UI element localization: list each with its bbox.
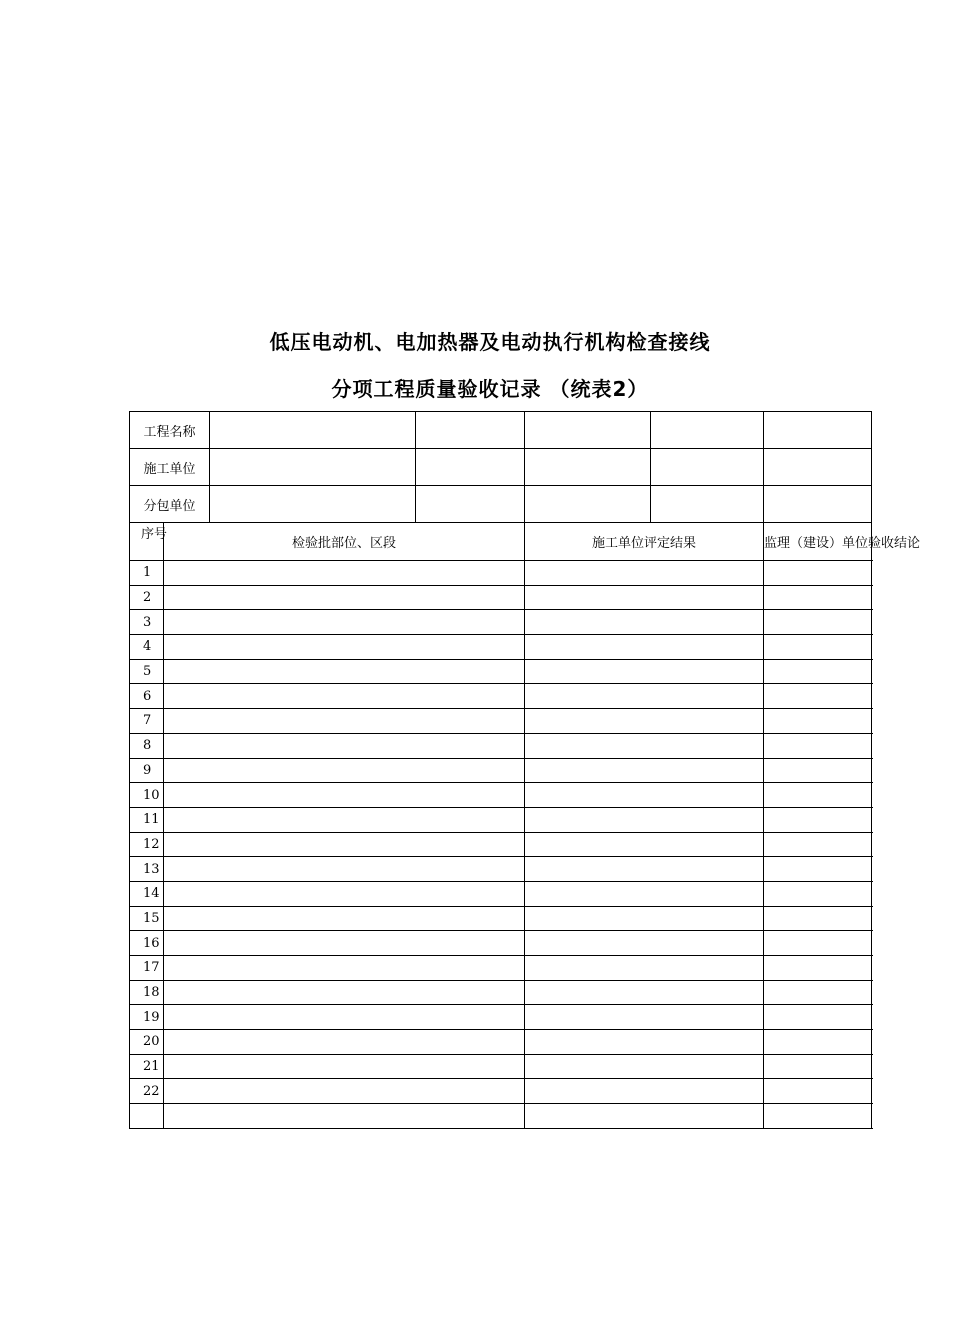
info-cell[interactable] bbox=[416, 449, 525, 486]
location-cell[interactable] bbox=[164, 635, 525, 660]
result-cell[interactable] bbox=[525, 561, 764, 586]
conclusion-cell[interactable] bbox=[764, 561, 872, 586]
table-row bbox=[130, 980, 872, 1005]
info-cell[interactable] bbox=[416, 486, 525, 523]
table-row bbox=[130, 956, 872, 981]
table-row bbox=[130, 832, 872, 857]
result-cell[interactable] bbox=[525, 684, 764, 709]
conclusion-cell[interactable] bbox=[764, 659, 872, 684]
conclusion-cell[interactable] bbox=[764, 610, 872, 635]
subcontractor-label: 分包单位 bbox=[130, 486, 210, 523]
table-row bbox=[130, 610, 872, 635]
info-row-project-name bbox=[130, 412, 872, 449]
info-cell[interactable] bbox=[651, 449, 764, 486]
row-number: 20 bbox=[130, 1030, 164, 1055]
conclusion-header: 监理（建设）单位验收结论 bbox=[764, 523, 872, 561]
location-cell[interactable] bbox=[164, 857, 525, 882]
row-number: 2 bbox=[130, 585, 164, 610]
info-cell[interactable] bbox=[525, 412, 651, 449]
table-row bbox=[130, 931, 872, 956]
conclusion-cell[interactable] bbox=[764, 906, 872, 931]
table-row bbox=[130, 709, 872, 734]
location-cell[interactable] bbox=[164, 1030, 525, 1055]
conclusion-cell[interactable] bbox=[764, 1079, 872, 1104]
table-row bbox=[130, 807, 872, 832]
location-cell[interactable] bbox=[164, 758, 525, 783]
result-cell[interactable] bbox=[525, 709, 764, 734]
result-cell[interactable] bbox=[525, 635, 764, 660]
location-cell[interactable] bbox=[164, 733, 525, 758]
conclusion-cell[interactable] bbox=[764, 635, 872, 660]
location-cell[interactable] bbox=[164, 1054, 525, 1079]
row-number: 15 bbox=[130, 906, 164, 931]
conclusion-cell[interactable] bbox=[764, 857, 872, 882]
result-cell[interactable] bbox=[525, 659, 764, 684]
table-row bbox=[130, 783, 872, 808]
info-row-construction-unit bbox=[130, 449, 872, 486]
result-cell[interactable] bbox=[525, 980, 764, 1005]
row-number: 18 bbox=[130, 980, 164, 1005]
table-row bbox=[130, 1005, 872, 1030]
row-number: 8 bbox=[130, 733, 164, 758]
conclusion-cell[interactable] bbox=[764, 1030, 872, 1055]
result-cell[interactable] bbox=[525, 906, 764, 931]
row-number: 5 bbox=[130, 659, 164, 684]
form-title-line-1: 低压电动机、电加热器及电动执行机构检查接线 bbox=[269, 330, 711, 354]
table-row bbox=[130, 585, 872, 610]
result-cell[interactable] bbox=[525, 783, 764, 808]
table-row bbox=[130, 758, 872, 783]
conclusion-cell[interactable] bbox=[764, 1104, 872, 1129]
table-row bbox=[130, 561, 872, 586]
row-number: 3 bbox=[130, 610, 164, 635]
table-row bbox=[130, 857, 872, 882]
seq-header: 序号 bbox=[130, 523, 164, 561]
form-title-line-2: 分项工程质量验收记录 （统表2） bbox=[331, 377, 649, 401]
info-cell[interactable] bbox=[651, 412, 764, 449]
conclusion-cell[interactable] bbox=[764, 733, 872, 758]
table-row bbox=[130, 881, 872, 906]
row-number: 14 bbox=[130, 881, 164, 906]
result-cell[interactable] bbox=[525, 881, 764, 906]
table-header-row bbox=[130, 523, 872, 561]
result-cell[interactable] bbox=[525, 931, 764, 956]
row-number: 6 bbox=[130, 684, 164, 709]
result-cell[interactable] bbox=[525, 956, 764, 981]
location-cell[interactable] bbox=[164, 906, 525, 931]
location-cell[interactable] bbox=[164, 709, 525, 734]
table-row bbox=[130, 659, 872, 684]
table-row bbox=[130, 1104, 872, 1129]
result-cell[interactable] bbox=[525, 832, 764, 857]
row-number: 10 bbox=[130, 783, 164, 808]
location-cell[interactable] bbox=[164, 684, 525, 709]
location-cell[interactable] bbox=[164, 585, 525, 610]
conclusion-cell[interactable] bbox=[764, 585, 872, 610]
location-cell[interactable] bbox=[164, 807, 525, 832]
row-number: 17 bbox=[130, 956, 164, 981]
table-row bbox=[130, 1030, 872, 1055]
result-cell[interactable] bbox=[525, 807, 764, 832]
subcontractor-value[interactable] bbox=[210, 486, 416, 523]
info-cell[interactable] bbox=[764, 449, 872, 486]
row-number: 9 bbox=[130, 758, 164, 783]
conclusion-cell[interactable] bbox=[764, 1005, 872, 1030]
conclusion-cell[interactable] bbox=[764, 832, 872, 857]
row-number: 16 bbox=[130, 931, 164, 956]
conclusion-cell[interactable] bbox=[764, 931, 872, 956]
info-cell[interactable] bbox=[416, 412, 525, 449]
conclusion-cell[interactable] bbox=[764, 807, 872, 832]
result-cell[interactable] bbox=[525, 1054, 764, 1079]
row-number: 1 bbox=[130, 561, 164, 586]
row-number: 7 bbox=[130, 709, 164, 734]
row-number: 12 bbox=[130, 832, 164, 857]
table-row bbox=[130, 906, 872, 931]
location-cell[interactable] bbox=[164, 1079, 525, 1104]
location-cell[interactable] bbox=[164, 931, 525, 956]
result-header: 施工单位评定结果 bbox=[525, 523, 764, 561]
location-cell[interactable] bbox=[164, 832, 525, 857]
row-number bbox=[130, 1104, 164, 1129]
result-cell[interactable] bbox=[525, 758, 764, 783]
result-cell[interactable] bbox=[525, 1079, 764, 1104]
project-name-value[interactable] bbox=[210, 412, 416, 449]
row-number: 21 bbox=[130, 1054, 164, 1079]
location-cell[interactable] bbox=[164, 956, 525, 981]
row-number: 13 bbox=[130, 857, 164, 882]
location-header: 检验批部位、区段 bbox=[164, 523, 525, 561]
conclusion-cell[interactable] bbox=[764, 684, 872, 709]
location-cell[interactable] bbox=[164, 610, 525, 635]
info-cell[interactable] bbox=[525, 486, 651, 523]
row-number: 22 bbox=[130, 1079, 164, 1104]
info-cell[interactable] bbox=[525, 449, 651, 486]
result-cell[interactable] bbox=[525, 857, 764, 882]
result-cell[interactable] bbox=[525, 1030, 764, 1055]
info-row-subcontractor bbox=[130, 486, 872, 523]
table-row bbox=[130, 1079, 872, 1104]
project-name-label: 工程名称 bbox=[130, 412, 210, 449]
conclusion-cell[interactable] bbox=[764, 980, 872, 1005]
construction-unit-value[interactable] bbox=[210, 449, 416, 486]
row-number: 4 bbox=[130, 635, 164, 660]
location-cell[interactable] bbox=[164, 1104, 525, 1129]
info-cell[interactable] bbox=[651, 486, 764, 523]
info-cell[interactable] bbox=[764, 412, 872, 449]
result-cell[interactable] bbox=[525, 610, 764, 635]
conclusion-cell[interactable] bbox=[764, 956, 872, 981]
result-cell[interactable] bbox=[525, 1005, 764, 1030]
row-number: 11 bbox=[130, 807, 164, 832]
conclusion-cell[interactable] bbox=[764, 709, 872, 734]
construction-unit-label: 施工单位 bbox=[130, 449, 210, 486]
conclusion-cell[interactable] bbox=[764, 1054, 872, 1079]
location-cell[interactable] bbox=[164, 980, 525, 1005]
info-cell[interactable] bbox=[764, 486, 872, 523]
conclusion-cell[interactable] bbox=[764, 758, 872, 783]
location-cell[interactable] bbox=[164, 783, 525, 808]
location-cell[interactable] bbox=[164, 1005, 525, 1030]
location-cell[interactable] bbox=[164, 561, 525, 586]
location-cell[interactable] bbox=[164, 881, 525, 906]
table-row bbox=[130, 1054, 872, 1079]
result-cell[interactable] bbox=[525, 733, 764, 758]
row-number: 19 bbox=[130, 1005, 164, 1030]
result-cell[interactable] bbox=[525, 1104, 764, 1129]
conclusion-cell[interactable] bbox=[764, 783, 872, 808]
conclusion-cell[interactable] bbox=[764, 881, 872, 906]
table-row bbox=[130, 733, 872, 758]
location-cell[interactable] bbox=[164, 659, 525, 684]
table-row bbox=[130, 684, 872, 709]
result-cell[interactable] bbox=[525, 585, 764, 610]
table-row bbox=[130, 635, 872, 660]
acceptance-record-table bbox=[129, 411, 921, 1129]
